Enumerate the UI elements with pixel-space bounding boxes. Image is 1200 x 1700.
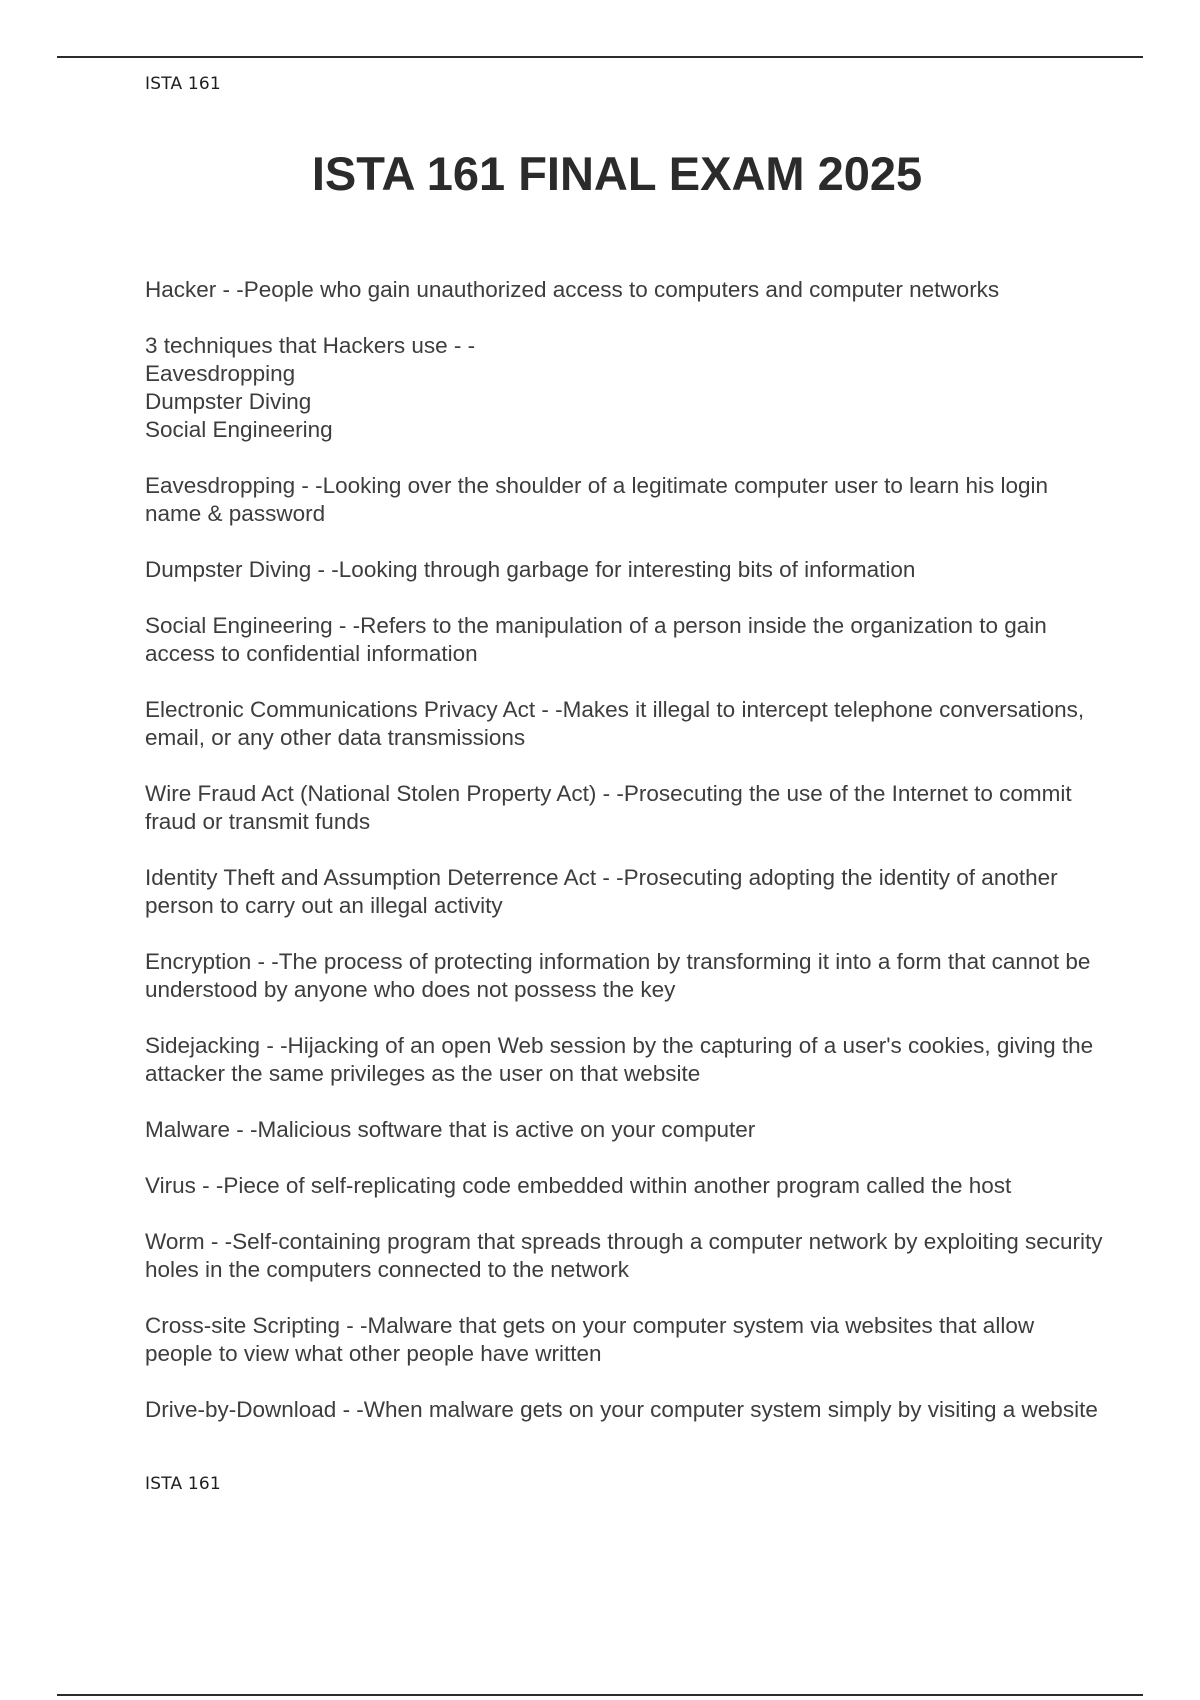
term-entry-malware: Malware - -Malicious software that is active on your computer [145,1117,756,1142]
term-list [145,276,1105,1452]
term-entry-drive-by-download: Drive-by-Download - -When malware gets on your computer system simply by visiting a website [145,1397,1098,1422]
page-title: ISTA 161 FINAL EXAM 2025 [311,147,923,200]
running-footer: ISTA 161 [145,1474,221,1494]
header-rule [57,56,1143,58]
term-entry-dumpster-diving: Dumpster Diving - -Looking through garbage for interesting bits of information [145,557,916,582]
footer-rule [57,1694,1143,1696]
running-header: ISTA 161 [145,74,221,94]
term-entry-eavesdropping: Eavesdropping - -Looking over the shoulder of a legitimate computer user to learn his login name & password [145,473,1049,526]
term-entry-social-engineering: Social Engineering - -Refers to the manipulation of a person inside the organization to gain access to confidential information [145,613,1047,666]
term-entry-worm: Worm - -Self-containing program that spreads through a computer network by exploiting security holes in the computers connected to the network [145,1229,1103,1282]
term-entry-ecpa: Electronic Communications Privacy Act - -Makes it illegal to intercept telephone conversations, email, or any other data transmissions [145,697,1085,750]
term-entry-encryption: Encryption - -The process of protecting information by transforming it into a form that cannot be understood by anyone who does not possess the key [145,949,1091,1002]
term-entry-identity-theft-act: Identity Theft and Assumption Deterrence Act - -Prosecuting adopting the identity of another person to carry out an illegal activity [145,865,1058,918]
term-entry-wire-fraud-act: Wire Fraud Act (National Stolen Property Act) - -Prosecuting the use of the Internet to commit fraud or transmit funds [145,781,1072,834]
term-entry-hacker-techniques: 3 techniques that Hackers use - - Eavesdropping Dumpster Diving Social Engineering [145,333,476,442]
term-entry-cross-site-scripting: Cross-site Scripting - -Malware that gets on your computer system via websites that allow people to view what other people have written [145,1313,1035,1366]
term-entry-hacker: Hacker - -People who gain unauthorized access to computers and computer networks [145,277,1000,302]
term-entry-sidejacking: Sidejacking - -Hijacking of an open Web session by the capturing of a user's cookies, giving the attacker the same privileges as the user on that website [145,1033,1094,1086]
term-entry-virus: Virus - -Piece of self-replicating code embedded within another program called the host [145,1173,1012,1198]
